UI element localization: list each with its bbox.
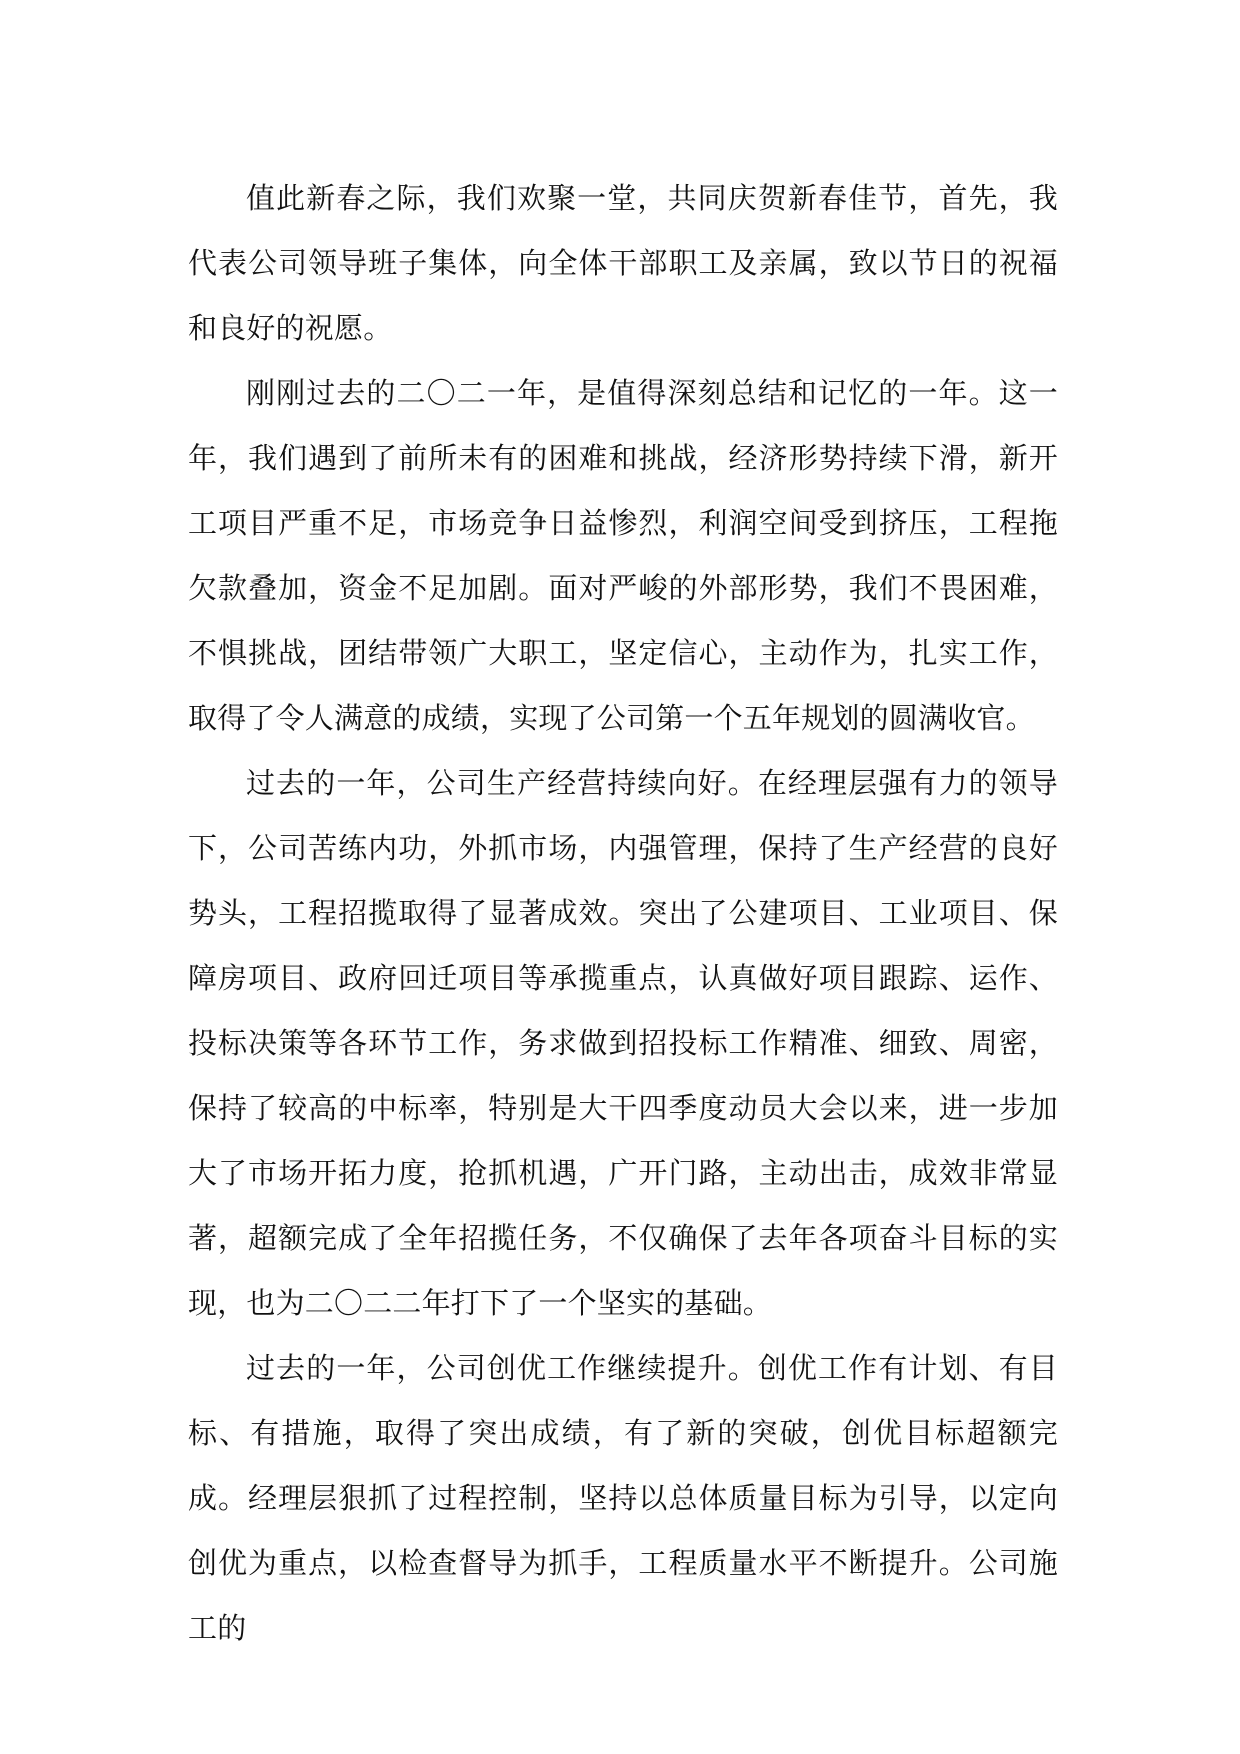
paragraph-2: 刚刚过去的二〇二一年，是值得深刻总结和记忆的一年。这一年，我们遇到了前所未有的困难和挑战，经济形势持续下滑，新开工项目严重不足，市场竞争日益惨烈，利润空间受到挤压，工程拖欠款叠加，资金不足加剧。面对严峻的外部形势，我们不畏困难，不惧挑战，团结带领广大职工，坚定信心，主动作为，扎实工作，取得了令人满意的成绩，实现了公司第一个五年规划的圆满收官。 bbox=[188, 376, 1058, 735]
paragraph-3: 过去的一年，公司生产经营持续向好。在经理层强有力的领导下，公司苦练内功，外抓市场，内强管理，保持了生产经营的良好势头，工程招揽取得了显著成效。突出了公建项目、工业项目、保障房项目、政府回迁项目等承揽重点，认真做好项目跟踪、运作、投标决策等各环节工作，务求做到招投标工作精准、细致、周密，保持了较高的中标率，特别是大干四季度动员大会以来，进一步加大了市场开拓力度，抢抓机遇，广开门路，主动出击，成效非常显著，超额完成了全年招揽任务，不仅确保了去年各项奋斗目标的实现，也为二〇二二年打下了一个坚实的基础。 bbox=[188, 766, 1058, 1320]
paragraph-4: 过去的一年，公司创优工作继续提升。创优工作有计划、有目标、有措施，取得了突出成绩，有了新的突破，创优目标超额完成。经理层狠抓了过程控制，坚持以总体质量目标为引导，以定向创优为重点，以检查督导为抓手，工程质量水平不断提升。公司施工的 bbox=[188, 1351, 1058, 1645]
paragraph-1: 值此新春之际，我们欢聚一堂，共同庆贺新春佳节，首先，我代表公司领导班子集体，向全体干部职工及亲属，致以节日的祝福和良好的祝愿。 bbox=[188, 181, 1058, 345]
document-body bbox=[188, 166, 1058, 1661]
